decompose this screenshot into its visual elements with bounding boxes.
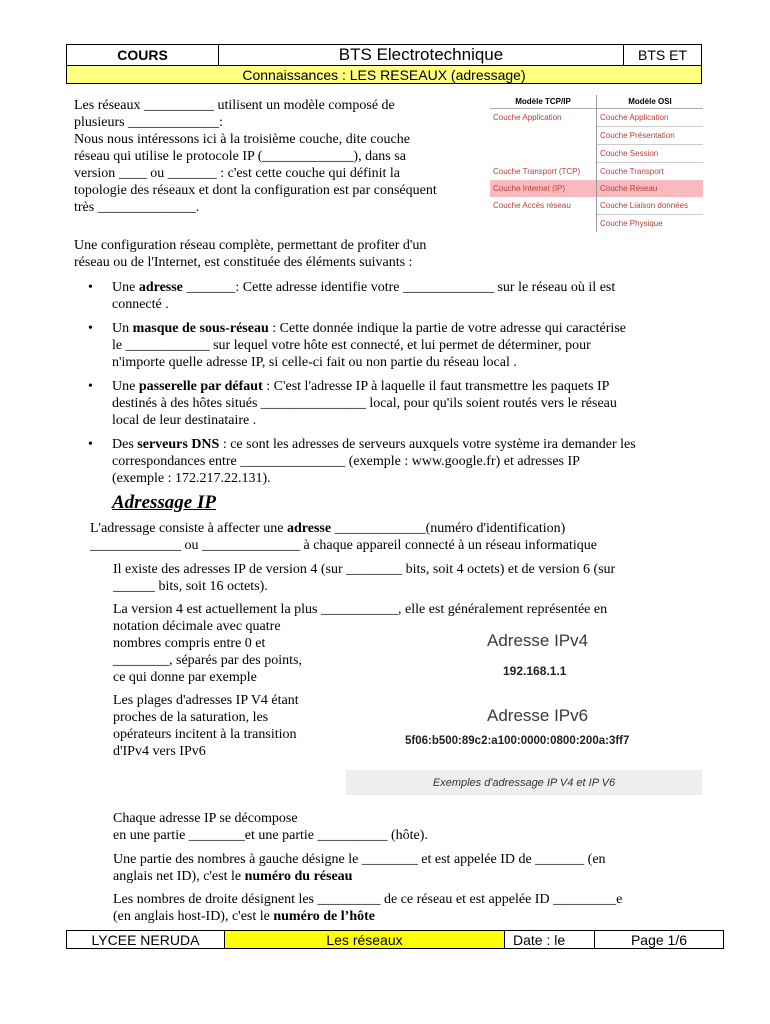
bullet-text: le ____________ sur lequel votre hôte est connecté, et lui permet de déterminer, pour [112, 338, 591, 353]
text: _____________(numéro d'identification) [331, 521, 566, 536]
adressage-intro [90, 520, 700, 554]
bullet-text: _______: Cette adresse identifie votre _____________ sur le réseau où il est [182, 280, 616, 295]
text: d'IPv4 vers IPv6 [113, 744, 206, 759]
table-cell: Couche Session [597, 145, 704, 163]
bold-term: numéro de l’hôte [273, 909, 375, 924]
header-code: BTS ET [637, 47, 687, 63]
ipv4-paragraph [113, 601, 713, 686]
bullet-text: local de leur destinataire . [112, 413, 257, 428]
bullet-text: : Cette donnée indique la partie de votre adresse qui caractérise [268, 321, 626, 336]
table-cell: Couche Accès réseau [490, 197, 597, 215]
text: ce qui donne par exemple [113, 670, 257, 685]
footer-school: LYCEE NERUDA [67, 931, 225, 948]
bullet-text: : ce sont les adresses de serveurs auxquels votre système ira demander les [219, 437, 636, 452]
page-footer [66, 930, 724, 949]
text: Une partie des nombres à gauche désigne le ________ et est appelée ID de _______ (en [113, 852, 606, 867]
bullet-text: Une [112, 280, 139, 295]
paragraph-line: réseau ou de l'Internet, est constituée des éléments suivants : [74, 255, 413, 270]
bullet-text: Un [112, 321, 133, 336]
config-elements-list [86, 279, 696, 494]
table-cell [490, 127, 597, 145]
list-item [86, 378, 696, 429]
text: Chaque adresse IP se décompose [113, 811, 298, 826]
transition-paragraph [113, 692, 353, 760]
table-cell: Couche Transport [597, 163, 704, 181]
intro-line: très ______________. [74, 200, 200, 215]
bullet-term: adresse [138, 280, 183, 295]
table-cell [490, 215, 597, 233]
osi-tcpip-table [490, 95, 703, 232]
intro-line: Nous nous intéressons ici à la troisième couche, dite couche [74, 132, 410, 147]
intro-line: version ____ ou _______ : c'est cette couche qui définit la [74, 166, 400, 181]
bullet-text: destinés à des hôtes situés _______________ local, pour qu'ils soient routés vers le réseau [112, 396, 617, 411]
intro-line: topologie des réseaux et dont la configuration est par conséquent [74, 183, 437, 198]
header-subtitle: Connaissances : LES RESEAUX (adressage) [66, 66, 702, 84]
footer-date: Date : le [505, 931, 595, 948]
text: Il existe des adresses IP de version 4 (sur ________ bits, soit 4 octets) et de version 6 (sur [113, 562, 616, 577]
table-header-osi: Modèle OSI [597, 95, 704, 109]
intro-line: Les réseaux __________ utilisent un modèle composé de [74, 98, 395, 113]
header-title: BTS Electrotechnique [219, 45, 624, 65]
text: notation décimale avec quatre [113, 619, 281, 634]
text: opérateurs incitent à la transition [113, 727, 297, 742]
ipv4-label: Adresse IPv4 [487, 631, 589, 650]
bold-term: adresse [287, 521, 332, 536]
bullet-text: n'importe quelle adresse IP, si celle-ci fait ou non partie du réseau local . [112, 355, 517, 370]
table-cell-highlight: Couche Internet (IP) [490, 180, 597, 197]
list-item [86, 436, 696, 487]
bullet-term: serveurs DNS [137, 437, 220, 452]
bullet-text: : C'est l'adresse IP à laquelle il faut transmettre les paquets IP [262, 379, 610, 394]
table-cell: Couche Transport (TCP) [490, 163, 597, 181]
table-cell: Couche Physique [597, 215, 704, 233]
versions-paragraph [113, 561, 713, 595]
ipv6-label: Adresse IPv6 [487, 706, 589, 725]
bold-term: numéro du réseau [244, 869, 353, 884]
text: _____________ ou ______________ à chaque appareil connecté à un réseau informatique [90, 538, 597, 553]
table-cell [490, 145, 597, 163]
table-header-tcpip: Modèle TCP/IP [490, 95, 597, 109]
page-header [66, 44, 702, 84]
text: Les nombres de droite désignent les _________ de ce réseau et est appelée ID _________e [113, 892, 623, 907]
table-cell: Couche Application [600, 113, 669, 122]
text: L'adressage consiste à affecter une [90, 521, 287, 536]
bullet-text: Une [112, 379, 139, 394]
bullet-text: (exemple : 172.217.22.131). [112, 471, 271, 486]
ipv4-value: 192.168.1.1 [503, 664, 567, 678]
ipv6-value: 5f06:b500:89c2:a100:0000:0800:200a:3ff7 [405, 735, 630, 747]
text: ______ bits, soit 16 octets). [113, 579, 268, 594]
intro-paragraph [74, 97, 484, 216]
text: ________, séparés par des points, [113, 653, 302, 668]
host-id-paragraph [113, 891, 713, 925]
text: proches de la saturation, les [113, 710, 269, 725]
table-cell: Couche Liaison données [600, 201, 689, 210]
list-item [86, 320, 696, 371]
paragraph-line: Une configuration réseau complète, permettant de profiter d'un [74, 238, 427, 253]
text: (en anglais host-ID), c'est le [113, 909, 274, 924]
text: anglais net ID), c'est le [113, 869, 245, 884]
decomposition-paragraph [113, 810, 713, 844]
bullet-text: Des [112, 437, 138, 452]
list-item [86, 279, 696, 313]
bullet-term: masque de sous-réseau [132, 321, 269, 336]
footer-page-number: Page 1/6 [630, 931, 688, 948]
text: Les plages d'adresses IP V4 étant [113, 693, 299, 708]
config-paragraph [74, 237, 494, 271]
intro-line: réseau qui utilise le protocole IP (_____________), dans sa [74, 149, 406, 164]
text: nombres compris entre 0 et [113, 636, 266, 651]
figure-caption: Exemples d'adressage IP V4 et IP V6 [346, 770, 702, 795]
table-cell: Couche Application [490, 109, 597, 127]
intro-line: plusieurs _____________: [74, 115, 223, 130]
bullet-term: passerelle par défaut [138, 379, 263, 394]
bullet-text: correspondances entre _______________ (exemple : www.google.fr) et adresses IP [112, 454, 580, 469]
table-cell: Couche Présentation [597, 127, 704, 145]
table-cell-highlight: Couche Réseau [597, 180, 704, 197]
bullet-text: connecté . [112, 297, 169, 312]
text: en une partie ________et une partie __________ (hôte). [113, 828, 428, 843]
course-label: COURS [67, 45, 219, 65]
network-id-paragraph [113, 851, 713, 885]
text: La version 4 est actuellement la plus ___________, elle est généralement représentée en [113, 602, 608, 617]
section-title: Adressage IP [112, 492, 216, 513]
footer-topic: Les réseaux [225, 931, 505, 948]
